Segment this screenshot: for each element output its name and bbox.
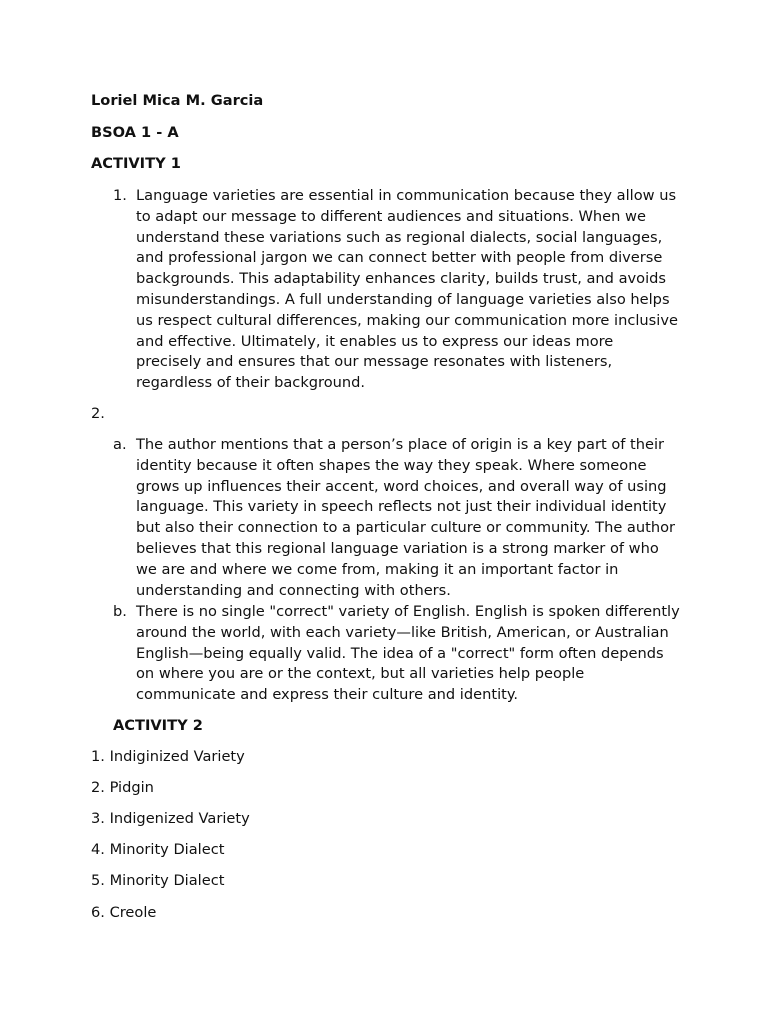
activity-2-answer: 4. Minority Dialect: [91, 841, 225, 858]
activity-2-heading: ACTIVITY 2: [113, 717, 203, 734]
answer-text: There is no single "correct" variety of English. English is spoken differently around the world, with each variety—like British, American, or Australian English—being equally valid. The idea of a "correct" form often depends on where you are or the context, but all varieties help people communicate and express their culture and identity.: [136, 603, 680, 704]
activity-1-answer-1: [113, 186, 683, 394]
activity-2-answer: 3. Indigenized Variety: [91, 810, 250, 827]
activity-2-answer: 6. Creole: [91, 904, 157, 921]
activity-1-answer-2b: [113, 602, 683, 706]
activity-2-answer: 5. Minority Dialect: [91, 872, 225, 889]
activity-1-answer-2a: [113, 435, 683, 601]
activity-2-answer: 2. Pidgin: [91, 779, 154, 796]
author-name: Loriel Mica M. Garcia: [91, 92, 264, 109]
activity-1-heading: ACTIVITY 1: [91, 155, 181, 172]
class-section: BSOA 1 - A: [91, 124, 179, 141]
list-marker: a.: [113, 436, 127, 453]
activity-2-answer: 1. Indiginized Variety: [91, 748, 245, 765]
activity-1-answer-2-marker: 2.: [91, 405, 105, 422]
list-marker: 1.: [113, 187, 127, 204]
answer-text: The author mentions that a person’s place of origin is a key part of their identity because it often shapes the way they speak. Where someone grows up influences their accent, word choices, and overall way of using language. This variety in speech reflects not just their individual identity but also their connection to a particular culture or community. The author believes that this regional language variation is a strong marker of who we are and where we come from, making it an important factor in understanding and connecting with others.: [136, 436, 676, 599]
list-marker: b.: [113, 603, 127, 620]
answer-text: Language varieties are essential in communication because they allow us to adapt our message to different audiences and situations. When we understand these variations such as regional dialects, social languages, and professional jargon we can connect better with people from diverse backgrounds. This adaptability enhances clarity, builds trust, and avoids misunderstandings. A full understanding of language varieties also helps us respect cultural differences, making our communication more inclusive and effective. Ultimately, it enables us to express our ideas more precisely and ensures that our message resonates with listeners, regardless of their background.: [136, 187, 678, 392]
